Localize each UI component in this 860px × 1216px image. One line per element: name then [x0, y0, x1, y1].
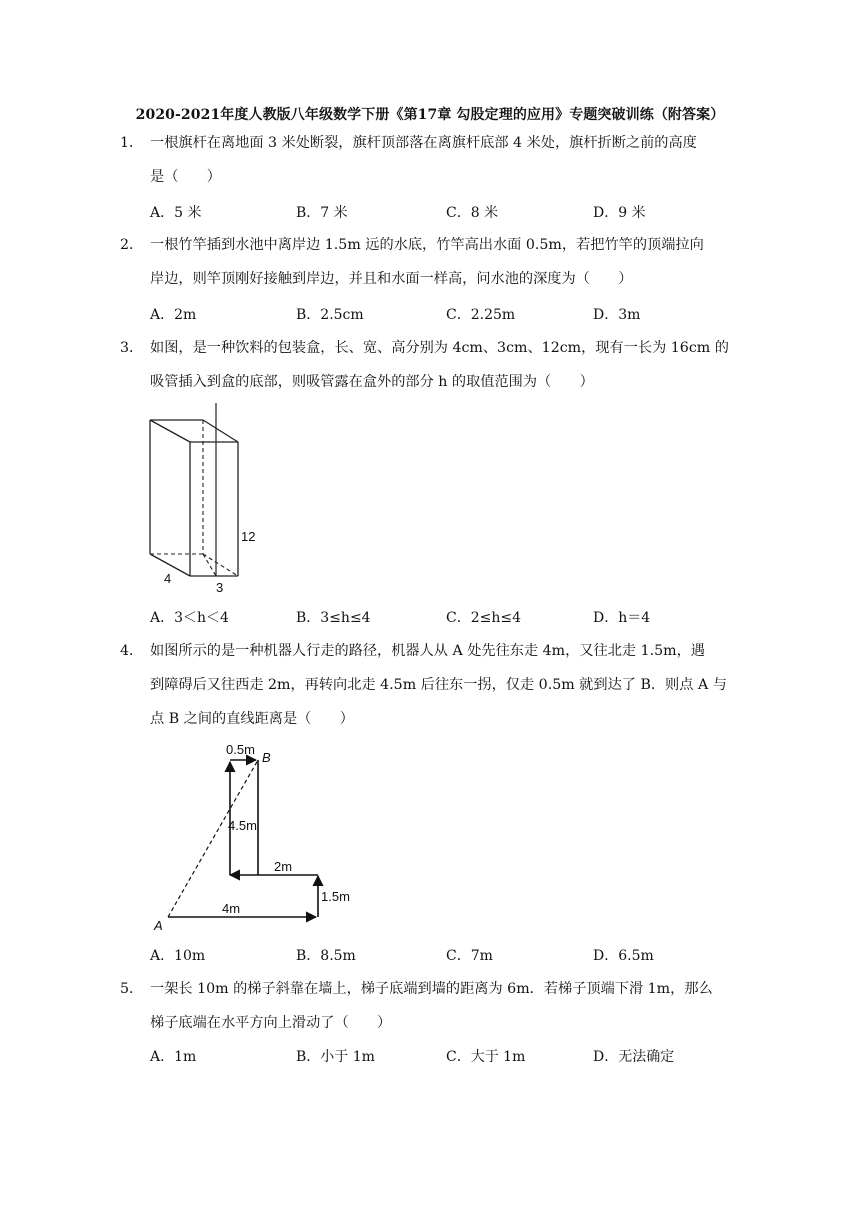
question-number: 1．: [120, 135, 144, 151]
question-text-line: 梯子底端在水平方向上滑动了（ ）: [150, 1015, 392, 1031]
question-1-options: [150, 202, 750, 224]
option-d: D．9 米: [593, 205, 646, 221]
length-label: 4: [164, 571, 172, 586]
option-c: C．7m: [446, 948, 493, 964]
option-a: A．2m: [150, 307, 197, 323]
east-segment-label: 4m: [222, 901, 241, 916]
option-b: B．3≤h≤4: [296, 610, 371, 626]
juice-box-figure: [140, 400, 270, 598]
option-c: C．8 米: [446, 205, 499, 221]
question-text-line: 是（ ）: [150, 169, 221, 185]
question-1: [120, 126, 740, 194]
top-segment-label: 0.5m: [226, 742, 255, 757]
vertical-segment-label: 4.5m: [228, 818, 257, 833]
question-number: 3．: [120, 340, 144, 356]
point-b-label: B: [262, 750, 271, 765]
option-b: B．7 米: [296, 205, 348, 221]
option-b: B．2.5cm: [296, 307, 364, 323]
option-c: C．大于 1m: [446, 1049, 526, 1065]
option-d: D．h＝4: [593, 610, 651, 626]
question-2-options: [150, 304, 750, 326]
robot-path-figure: [148, 738, 368, 936]
option-d: D．3m: [593, 307, 641, 323]
option-c: C．2.25m: [446, 307, 516, 323]
option-d: D．无法确定: [593, 1049, 675, 1065]
question-text-line: 到障碍后又往西走 2m，再转向北走 4.5m 后往东一拐，仅走 0.5m 就到达了 B．则点 A 与: [150, 677, 727, 693]
height-label: 12: [241, 529, 256, 544]
question-4-options: [150, 945, 750, 967]
question-5-options: [150, 1046, 750, 1068]
option-a: A．5 米: [150, 205, 202, 221]
north-segment-label: 1.5m: [321, 889, 350, 904]
option-a: A．3＜h＜4: [150, 610, 229, 626]
question-text-line: 吸管插入到盒的底部，则吸管露在盒外的部分 h 的取值范围为（ ）: [150, 374, 594, 390]
option-b: B．8.5m: [296, 948, 356, 964]
question-text-line: 一根竹竿插到水池中离岸边 1.5m 远的水底，竹竿高出水面 0.5m，若把竹竿的顶端拉向: [150, 237, 704, 253]
question-text-line: 如图所示的是一种机器人行走的路径，机器人从 A 处先往东走 4m，又往北走 1.5m，遇: [150, 643, 705, 659]
west-segment-label: 2m: [274, 859, 293, 874]
option-a: A．1m: [150, 1049, 197, 1065]
question-number: 2．: [120, 237, 144, 253]
question-text-line: 如图，是一种饮料的包装盒，长、宽、高分别为 4cm、3cm、12cm，现有一长为 16cm 的: [150, 340, 729, 356]
document-title: 2020-2021年度人教版八年级数学下册《第17章 勾股定理的应用》专题突破训练（附答案）: [135, 107, 725, 123]
question-5: [120, 972, 740, 1040]
question-text-line: 一架长 10m 的梯子斜靠在墙上，梯子底端到墙的距离为 6m．若梯子顶端下滑 1m，那么: [150, 981, 713, 997]
option-d: D．6.5m: [593, 948, 654, 964]
question-text-line: 一根旗杆在离地面 3 米处断裂，旗杆顶部落在离旗杆底部 4 米处，旗杆折断之前的高度: [150, 135, 697, 151]
option-c: C．2≤h≤4: [446, 610, 522, 626]
question-3: [120, 331, 740, 399]
question-3-options: [150, 607, 750, 629]
point-a-label: A: [154, 918, 163, 933]
option-a: A．10m: [150, 948, 206, 964]
question-text-line: 点 B 之间的直线距离是（ ）: [150, 711, 354, 727]
question-number: 4．: [120, 643, 144, 659]
question-text-line: 岸边，则竿顶刚好接触到岸边，并且和水面一样高，问水池的深度为（ ）: [150, 271, 633, 287]
question-number: 5．: [120, 981, 144, 997]
question-2: [120, 228, 740, 296]
question-4: [120, 634, 740, 736]
option-b: B．小于 1m: [296, 1049, 375, 1065]
width-label: 3: [216, 580, 224, 595]
